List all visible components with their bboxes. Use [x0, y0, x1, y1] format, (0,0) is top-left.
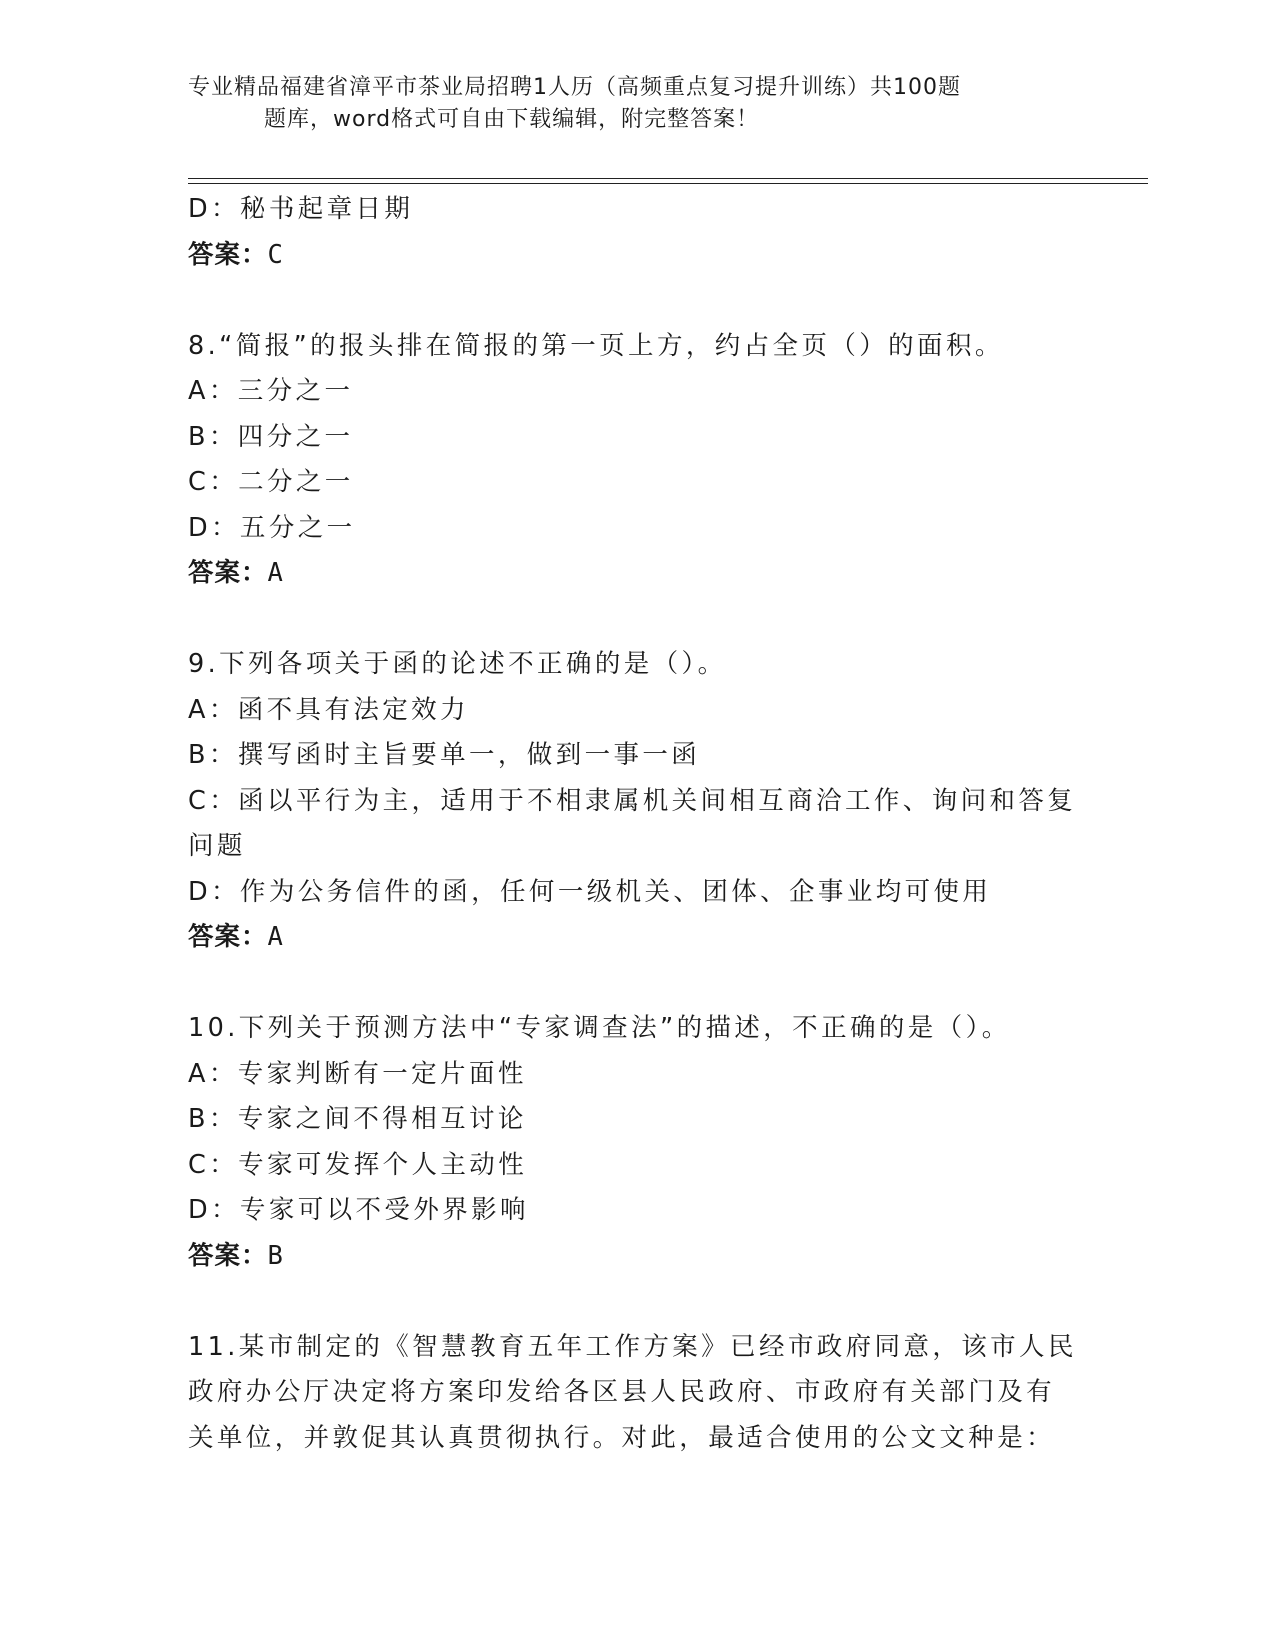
answer-value: A	[267, 558, 284, 588]
option-d: D：秘书起章日期	[188, 194, 414, 224]
option-a: A：函不具有法定效力	[188, 694, 469, 725]
answer-value: B	[267, 1240, 284, 1271]
option-a: A：专家判断有一定片面性	[188, 1058, 527, 1089]
option-b: B：专家之间不得相互讨论	[188, 1104, 527, 1134]
option-c-continued: 问题	[188, 831, 246, 861]
answer-line	[188, 233, 1088, 279]
spacer	[188, 597, 1088, 643]
header-divider-bottom	[188, 183, 1148, 184]
spacer	[188, 1279, 1088, 1325]
answer-line	[188, 551, 1088, 597]
answer-line	[188, 1234, 1088, 1280]
question-stem: 10.下列关于预测方法中“专家调查法”的描述，不正确的是（）。	[188, 1013, 1011, 1043]
option-b: B：四分之一	[188, 421, 354, 452]
spacer	[188, 278, 1088, 324]
header-title-line-1: 专业精品福建省漳平市茶业局招聘1人历（高频重点复习提升训练）共100题	[188, 75, 961, 100]
question-stem: 11.某市制定的《智慧教育五年工作方案》已经市政府同意，该市人民	[188, 1331, 1077, 1362]
answer-label: 答案：	[188, 239, 268, 270]
question-stem: 8.“简报”的报头排在简报的第一页上方，约占全页（）的面积。	[188, 330, 1004, 361]
spacer	[188, 961, 1088, 1007]
option-c: C：专家可发挥个人主动性	[188, 1149, 528, 1180]
answer-value: A	[267, 922, 284, 952]
option-a: A：三分之一	[188, 376, 354, 406]
option-c: C：二分之一	[188, 467, 354, 497]
answer-value: C	[267, 239, 284, 270]
document-header	[188, 72, 1048, 136]
question-stem-continued: 关单位，并敦促其认真贯彻执行。对此，最适合使用的公文文种是：	[188, 1422, 1056, 1453]
question-stem-continued: 政府办公厅决定将方案印发给各区县人民政府、市政府有关部门及有	[188, 1377, 1056, 1407]
option-d: D：五分之一	[188, 512, 356, 543]
header-divider-top	[188, 178, 1148, 179]
option-b: B：撰写函时主旨要单一，做到一事一函	[188, 740, 701, 770]
option-c: C：函以平行为主，适用于不相隶属机关间相互商洽工作、询问和答复	[188, 785, 1077, 816]
header-title-line-2: 题库，word格式可自由下载编辑，附完整答案！	[264, 107, 760, 132]
question-content	[188, 187, 1088, 1461]
option-d: D：作为公务信件的函，任何一级机关、团体、企事业均可使用	[188, 876, 992, 907]
question-stem: 9.下列各项关于函的论述不正确的是（）。	[188, 649, 727, 679]
option-d: D：专家可以不受外界影响	[188, 1195, 529, 1225]
answer-label: 答案：	[188, 922, 268, 952]
answer-line	[188, 915, 1088, 961]
answer-label: 答案：	[188, 1240, 268, 1271]
answer-label: 答案：	[188, 558, 268, 588]
